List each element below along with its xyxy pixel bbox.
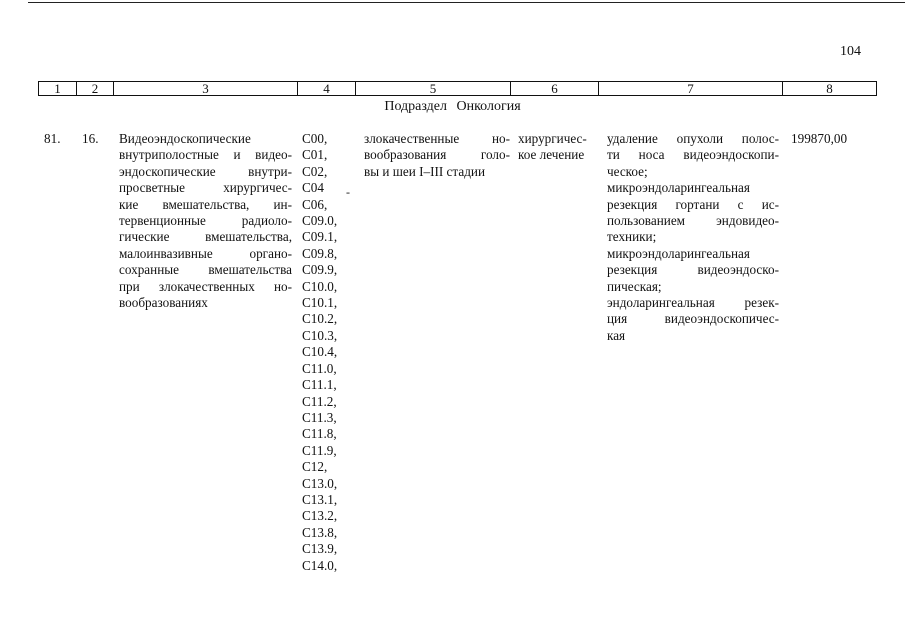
icd-code: C10.2, — [302, 311, 338, 327]
row-number: 81. — [44, 131, 61, 146]
header-col-2: 2 — [77, 82, 114, 95]
header-col-3: 3 — [114, 82, 298, 95]
description-line: эндоскопические внутри- — [119, 163, 292, 179]
icd-code: C14.0, — [302, 557, 338, 573]
icd-code: C11.8, — [302, 426, 337, 442]
icd-code: C10.4, — [302, 344, 338, 360]
header-col-8: 8 — [826, 81, 833, 96]
icd-code: C10.0, — [302, 278, 338, 294]
method-line: микроэндоларингеальная — [607, 245, 750, 261]
page-number: 104 — [840, 44, 861, 59]
description-line: кие вмешательства, ин- — [119, 196, 292, 212]
icd-code: C11.9, — [302, 442, 337, 458]
top-rule — [28, 2, 905, 3]
icd-code: C09.1, — [302, 229, 338, 245]
icd-code: C12, — [302, 459, 328, 475]
method-line: ти носа видеоэндоскопи- — [607, 147, 779, 163]
treatment-line: хирургичес- — [518, 131, 587, 146]
icd-code: C04 — [302, 180, 324, 196]
description-line: малоинвазивные органо- — [119, 245, 292, 261]
description-line: просветные хирургичес- — [119, 180, 292, 196]
description-line: Видеоэндоскопические — [119, 131, 251, 146]
icd-code: C13.8, — [302, 524, 338, 540]
method-line: ческое; — [607, 163, 648, 179]
treatment-method-cell — [607, 131, 779, 344]
method-line: техники; — [607, 229, 657, 245]
description-cell — [119, 131, 292, 311]
icd-code: C13.1, — [302, 491, 338, 507]
patient-model-cell — [364, 131, 510, 180]
icd-code: C13.0, — [302, 475, 338, 491]
model-line: вы и шеи I–III стадии — [364, 163, 486, 179]
description-line: при злокачественных но- — [119, 278, 292, 294]
icd-code: C01, — [302, 147, 328, 163]
header-col-1: 1 — [39, 82, 77, 95]
code-range-dash: - — [346, 185, 350, 199]
method-line: пользованием эндовидео- — [607, 213, 779, 229]
method-line: эндоларингеальная резек- — [607, 295, 779, 311]
group-number: 16. — [82, 131, 99, 146]
icd-code: C02, — [302, 163, 328, 179]
method-line: удаление опухоли полос- — [607, 131, 779, 146]
description-line: внутриполостные и видео- — [119, 147, 292, 163]
icd-code: C09.0, — [302, 213, 338, 229]
icd-code: C09.9, — [302, 262, 338, 278]
method-line: резекция видеоэндоско- — [607, 262, 779, 278]
icd-code: C11.0, — [302, 360, 337, 376]
description-line: тервенционные радиоло- — [119, 213, 292, 229]
icd-code: C00, — [302, 131, 328, 146]
method-line: пическая; — [607, 278, 662, 294]
header-col-5: 5 — [356, 82, 511, 95]
method-line: резекция гортани с ис- — [607, 196, 779, 212]
icd-codes-cell — [302, 131, 352, 574]
icd-code: C13.9, — [302, 541, 338, 557]
column-number-header — [38, 81, 877, 96]
model-line: злокачественные но- — [364, 131, 510, 146]
icd-code: C11.3, — [302, 409, 337, 425]
header-col-7: 7 — [599, 82, 783, 95]
method-line: ция видеоэндоскопичес- — [607, 311, 779, 327]
description-line: вообразованиях — [119, 295, 208, 311]
icd-code: C11.2, — [302, 393, 337, 409]
treatment-line: кое лечение — [518, 147, 585, 163]
method-line: кая — [607, 327, 626, 343]
subsection-title: Подраздел Онкология — [384, 99, 521, 114]
icd-code: C10.3, — [302, 327, 338, 343]
description-line: гические вмешательства, — [119, 229, 292, 245]
icd-code: C09.8, — [302, 245, 338, 261]
icd-code: C13.2, — [302, 508, 338, 524]
cost-cell: 199870,00 — [791, 131, 848, 146]
icd-code: C10.1, — [302, 295, 338, 311]
header-col-6: 6 — [511, 82, 599, 95]
icd-code: C11.1, — [302, 377, 337, 393]
description-line: сохранные вмешательства — [119, 262, 292, 278]
method-line: микроэндоларингеальная — [607, 180, 750, 196]
model-line: вообразования голо- — [364, 147, 510, 163]
treatment-type-cell — [518, 131, 598, 164]
header-col-4: 4 — [298, 82, 356, 95]
icd-code: C06, — [302, 196, 328, 212]
